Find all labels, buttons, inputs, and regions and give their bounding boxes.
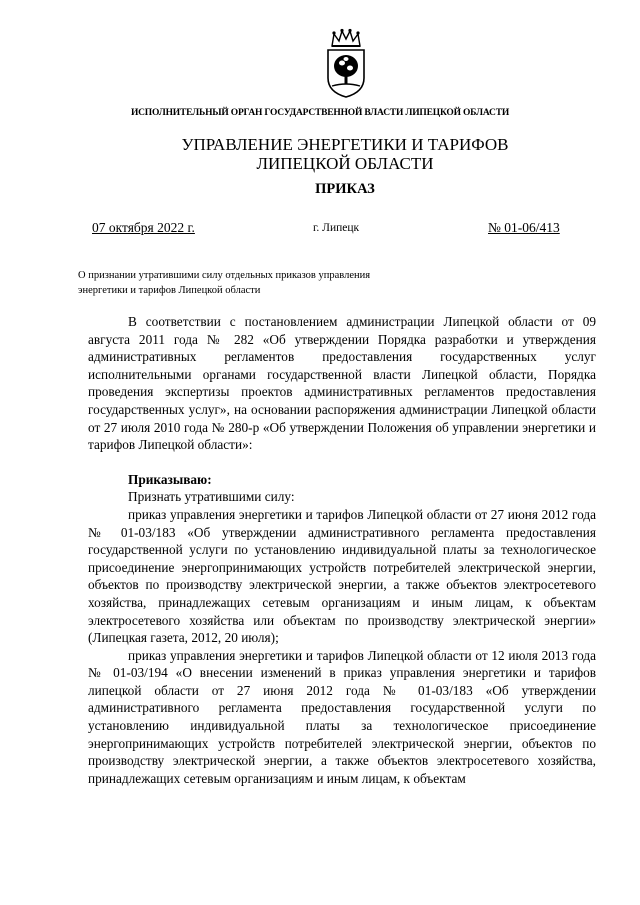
preamble-paragraph: В соответствии с постановлением администрации Липецкой области от 09 августа 2011 года № 282 «Об утверждении Порядка разработки и утверждения административных регламентов предоставления государственных услуг исполнительными органами государственной власти Липецкой области, Порядка проведения экспертизы проектов административных регламентов предоставления государственных услуг», на основании распоряжения администрации Липецкой области от 27 июля 2010 года № 280-р «Об утверждении Положения об управлении энергетики и тарифов Липецкой области»: bbox=[88, 314, 596, 453]
order-date: 07 октября 2022 г. bbox=[92, 220, 195, 235]
order-number: № 01-06/413 bbox=[488, 220, 560, 235]
department-name bbox=[0, 135, 640, 173]
order-word: Приказываю: bbox=[128, 471, 212, 487]
issuing-authority: ИСПОЛНИТЕЛЬНЫЙ ОРГАН ГОСУДАРСТВЕННОЙ ВЛАСТИ ЛИПЕЦКОЙ ОБЛАСТИ bbox=[130, 108, 510, 118]
order-city: г. Липецк bbox=[313, 222, 360, 234]
repealed-item-1: приказ управления энергетики и тарифов Липецкой области от 27 июня 2012 года № 01-03/183 «Об утверждении административного регламента предоставления государственной услуги по установлению индивидуальной платы за технологическое присоединение энергопринимающих устройств потребителей электрической энергии, объектов по производству электрической энергии, а также объектов электросетевого хозяйства, принадлежащих сетевым организациям и иным лицам, к объектам электросетевого хозяйства или объектам по производству электрической энергии» (Липецкая газета, 2012, 20 июля); bbox=[88, 506, 596, 646]
subject-line-1: О признании утратившими силу отдельных приказов управления bbox=[78, 270, 371, 281]
intro-paragraph: Признать утратившими силу: bbox=[128, 489, 295, 505]
department-line-1: УПРАВЛЕНИЕ ЭНЕРГЕТИКИ И ТАРИФОВ bbox=[181, 135, 509, 154]
order-subject bbox=[78, 268, 418, 298]
department-line-2: ЛИПЕЦКОЙ ОБЛАСТИ bbox=[256, 154, 434, 173]
order-body bbox=[88, 313, 596, 787]
repealed-item-2: приказ управления энергетики и тарифов Липецкой области от 12 июля 2013 года № 01-03/194 «О внесении изменений в приказ управления энергетики и тарифов липецкой области от 27 июня 2012 года № 01-03/183 «Об утверждении административного регламента предоставления государственной услуги по установлению индивидуальной платы за технологическое присоединение энергопринимающих устройств потребителей электрической энергии, объектов по производству электрической энергии, а также объектов электросетевого хозяйства, принадлежащих сетевым организациям и иным лицам, к объектам bbox=[88, 647, 596, 786]
subject-line-2: энергетики и тарифов Липецкой области bbox=[78, 285, 261, 296]
coat-of-arms-emblem-icon bbox=[324, 28, 368, 98]
document-type: ПРИКАЗ bbox=[315, 181, 375, 197]
